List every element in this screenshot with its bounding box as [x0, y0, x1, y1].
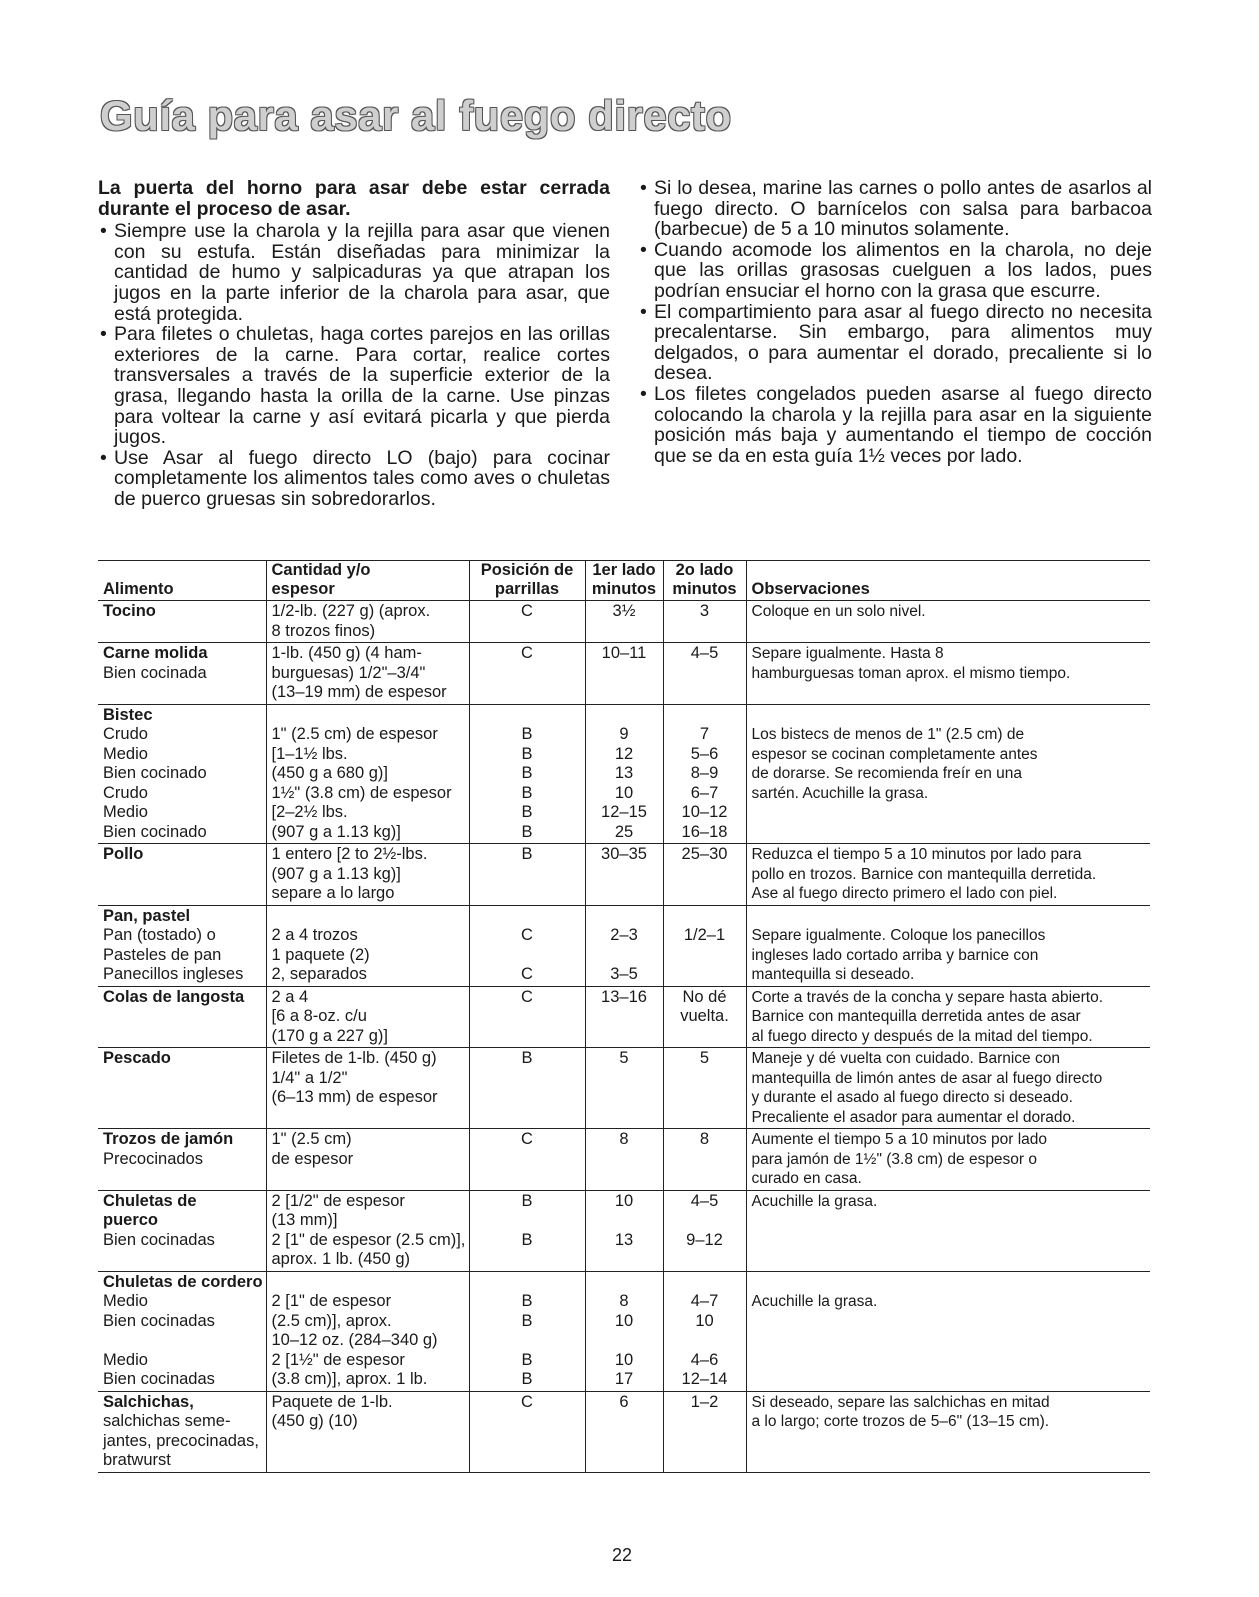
- cell-line: 25: [614, 822, 634, 841]
- cell-line: 1/4" a 1/2": [271, 1068, 348, 1087]
- cell-line: [591, 1331, 658, 1351]
- cell-rack-position: [469, 1391, 585, 1472]
- cell-line: Aumente el tiempo 5 a 10 minutos por lado: [751, 1131, 1048, 1148]
- cell-line: Acuchille la grasa.: [751, 1293, 878, 1310]
- cell-line: [669, 965, 741, 985]
- cell-line: [475, 907, 580, 927]
- cell-side1-minutes: [585, 704, 663, 844]
- cell-line: Separe igualmente. Hasta 8: [751, 645, 944, 662]
- cell-side2-minutes: [663, 1048, 746, 1129]
- cell-line: Precocinados: [103, 1149, 203, 1168]
- cell-line: B: [521, 1350, 533, 1369]
- page-title: Guía para asar al fuego directo: [100, 92, 732, 139]
- cell-line: Corte a través de la concha y separe hasta abierto.: [751, 988, 1104, 1006]
- cell-food: [98, 1048, 266, 1129]
- cell-line: B: [521, 1311, 533, 1330]
- cell-line: [591, 907, 658, 927]
- cell-line: B: [521, 725, 533, 743]
- cell-line: [591, 946, 658, 966]
- cell-rack-position: [469, 1129, 585, 1191]
- cell-line: salchichas seme-: [103, 1412, 231, 1430]
- cell-line: B: [521, 1191, 533, 1210]
- cell-line: 3–5: [610, 965, 638, 983]
- cell-line: [272, 1273, 464, 1293]
- cell-quantity: [266, 1391, 469, 1472]
- cell-line: [475, 1211, 580, 1231]
- cell-line: 25–30: [681, 845, 728, 863]
- cell-line: B: [521, 803, 533, 821]
- cell-line: 8: [619, 1292, 629, 1310]
- intro-warning: La puerta del horno para asar debe estar cerrada durante el proceso de asar.: [98, 177, 610, 220]
- cell-food: [98, 704, 266, 844]
- cell-line: 5: [699, 1049, 710, 1067]
- cell-line: separe a lo largo: [271, 884, 395, 902]
- cell-food: [98, 1129, 266, 1191]
- food-name: Pan, pastel: [103, 906, 191, 925]
- cell-line: 8–9: [690, 764, 719, 782]
- cell-line: [752, 706, 1146, 726]
- cell-side2-minutes: [663, 905, 746, 986]
- cell-line: 10: [614, 783, 634, 802]
- cell-observations: [746, 986, 1150, 1048]
- cell-line: puerco: [103, 1211, 159, 1229]
- cell-food: [98, 601, 266, 643]
- cell-line: [475, 1331, 580, 1351]
- cell-side2-minutes: [663, 986, 746, 1048]
- table-row: [98, 1190, 1150, 1271]
- header-food: Alimento: [98, 560, 266, 601]
- table-row: [98, 1129, 1150, 1191]
- cell-line: 12: [614, 744, 634, 763]
- cell-line: Bien cocinada: [103, 663, 207, 682]
- cell-line: [103, 1331, 261, 1351]
- cell-line: [1–1½ lbs.: [271, 744, 348, 763]
- cell-quantity: [266, 1271, 469, 1391]
- cell-rack-position: [469, 643, 585, 705]
- cell-line: ingleses lado cortado arriba y barnice con: [751, 946, 1039, 964]
- cell-quantity: [266, 844, 469, 906]
- table-row: [98, 1391, 1150, 1472]
- cell-line: 2 [1" de espesor: [271, 1292, 392, 1310]
- cell-line: mantequilla si deseado.: [751, 966, 915, 983]
- cell-line: 1/2-lb. (227 g) (aprox.: [271, 602, 431, 620]
- cell-quantity: [266, 643, 469, 705]
- cell-line: [475, 946, 580, 966]
- header-rack-position: Posición de parrillas: [469, 560, 585, 601]
- cell-line: 4–7: [690, 1292, 719, 1310]
- cell-observations: [746, 1190, 1150, 1271]
- cell-line: aprox. 1 lb. (450 g): [271, 1250, 410, 1268]
- broil-guide-table-wrap: [98, 560, 1150, 1473]
- cell-rack-position: [469, 1271, 585, 1391]
- cell-line: 30–35: [601, 845, 647, 863]
- cell-side1-minutes: [585, 601, 663, 643]
- cell-line: C: [521, 987, 533, 1006]
- cell-line: 6–7: [690, 783, 719, 802]
- left-column: [98, 178, 610, 510]
- cell-side2-minutes: [663, 1391, 746, 1472]
- cell-line: [669, 1331, 741, 1351]
- cell-line: Los bistecs de menos de 1" (2.5 cm) de: [751, 726, 1025, 743]
- cell-line: 1 paquete (2): [271, 945, 370, 964]
- left-bullet-list: [98, 221, 610, 509]
- cell-line: 16–18: [681, 822, 728, 841]
- cell-line: B: [521, 822, 533, 841]
- cell-line: 4–6: [690, 1350, 719, 1369]
- cell-line: [669, 1211, 741, 1231]
- cell-line: 2–3: [610, 926, 638, 944]
- cell-line: 2, separados: [271, 965, 367, 983]
- cell-line: Medio: [103, 1350, 148, 1369]
- cell-side1-minutes: [585, 1048, 663, 1129]
- table-row: [98, 905, 1150, 986]
- header-quantity: Cantidad y/o espesor: [266, 560, 469, 601]
- cell-line: 2 a 4: [271, 987, 309, 1006]
- cell-line: 10: [695, 1311, 714, 1330]
- cell-line: 17: [614, 1370, 634, 1388]
- cell-side1-minutes: [585, 1391, 663, 1472]
- cell-observations: [746, 1271, 1150, 1391]
- cell-line: Reduzca el tiempo 5 a 10 minutos por lado para: [751, 846, 1082, 863]
- cell-rack-position: [469, 704, 585, 844]
- table-row: [98, 704, 1150, 844]
- cell-line: (3.8 cm)], aprox. 1 lb.: [271, 1370, 428, 1388]
- table-row: [98, 1048, 1150, 1129]
- cell-line: 10–12 oz. (284–340 g): [271, 1331, 438, 1349]
- cell-side2-minutes: [663, 1129, 746, 1191]
- table-row: [98, 844, 1150, 906]
- cell-line: 10: [614, 1191, 634, 1210]
- cell-line: B: [521, 783, 533, 802]
- cell-observations: [746, 905, 1150, 986]
- cell-line: Bien cocinadas: [103, 1370, 215, 1388]
- cell-line: [669, 1273, 741, 1293]
- cell-line: pollo en trozos. Barnice con mantequilla derretida.: [751, 865, 1097, 883]
- cell-line: B: [521, 764, 533, 782]
- cell-observations: [746, 601, 1150, 643]
- food-name: Chuletas de: [103, 1191, 197, 1210]
- cell-line: [591, 1273, 658, 1293]
- cell-rack-position: [469, 1190, 585, 1271]
- cell-observations: [746, 1048, 1150, 1129]
- cell-observations: [746, 643, 1150, 705]
- header-observations: Observaciones: [746, 560, 1150, 601]
- cell-line: [272, 706, 464, 726]
- cell-line: Crudo: [103, 725, 148, 743]
- cell-line: (6–13 mm) de espesor: [271, 1088, 438, 1106]
- cell-line: Bien cocinado: [103, 764, 207, 782]
- food-name: Carne molida: [103, 644, 208, 662]
- cell-side1-minutes: [585, 1129, 663, 1191]
- cell-line: B: [521, 1370, 533, 1388]
- cell-line: [2–2½ lbs.: [271, 803, 348, 821]
- cell-line: Coloque en un solo nivel.: [751, 603, 926, 620]
- cell-line: C: [521, 602, 533, 620]
- cell-line: [752, 907, 1146, 927]
- cell-line: Medio: [103, 803, 148, 821]
- cell-line: Medio: [103, 744, 148, 763]
- header-side2-minutes: 2o lado minutos: [663, 560, 746, 601]
- cell-line: 1/2–1: [683, 926, 726, 944]
- table-row: [98, 1271, 1150, 1391]
- cell-line: Pan (tostado) o: [103, 926, 216, 944]
- cell-rack-position: [469, 986, 585, 1048]
- right-column: [638, 178, 1152, 466]
- right-bullet-list: [638, 178, 1152, 466]
- bullet-item: • Los filetes congelados pueden asarse al fuego directo colocando la charola y la rejilla para asar en la siguiente posición más baja y aumentando el tiempo de cocción que se da en esta guía 1½ veces por lado.: [638, 384, 1152, 466]
- cell-food: [98, 844, 266, 906]
- cell-line: [669, 907, 741, 927]
- cell-line: Bien cocinadas: [103, 1230, 215, 1249]
- cell-line: 9: [619, 725, 629, 743]
- cell-line: B: [521, 1292, 533, 1310]
- cell-line: C: [521, 1130, 533, 1148]
- cell-line: (450 g) (10): [271, 1412, 358, 1430]
- bullet-item: • Cuando acomode los alimentos en la charola, no deje que las orillas grasosas cuelguen a los lados, pues podrían ensuciar el horno con la grasa que escurre.: [638, 240, 1152, 302]
- cell-observations: [746, 844, 1150, 906]
- cell-rack-position: [469, 905, 585, 986]
- cell-rack-position: [469, 601, 585, 643]
- cell-line: 6: [619, 1392, 629, 1411]
- cell-line: 8 trozos finos): [271, 621, 376, 640]
- bullet-item: • Si lo desea, marine las carnes o pollo antes de asarlos al fuego directo. O barnícelos con salsa para barbacoa (barbecue) de 5 a 10 minutos solamente.: [638, 178, 1152, 240]
- cell-line: Paquete de 1-lb.: [271, 1392, 393, 1411]
- page-number: 22: [612, 1545, 633, 1565]
- cell-line: 10: [614, 1311, 634, 1330]
- food-name: Salchichas,: [103, 1392, 194, 1411]
- table-body: [98, 601, 1150, 1473]
- header-side1-minutes: 1er lado minutos: [585, 560, 663, 601]
- cell-side1-minutes: [585, 986, 663, 1048]
- cell-line: [591, 706, 658, 726]
- table-row: [98, 986, 1150, 1048]
- cell-line: C: [521, 1392, 533, 1411]
- cell-quantity: [266, 1048, 469, 1129]
- cell-line: burguesas) 1/2"–3/4": [271, 663, 426, 682]
- cell-line: (170 g a 227 g)]: [271, 1026, 388, 1045]
- cell-line: 2 [1½" de espesor: [271, 1350, 405, 1369]
- cell-quantity: [266, 1190, 469, 1271]
- cell-line: y durante el asado al fuego directo si deseado.: [751, 1089, 1073, 1106]
- cell-line: Barnice con mantequilla derretida antes de asar: [751, 1008, 1081, 1025]
- cell-line: 4–5: [690, 1191, 719, 1210]
- cell-side1-minutes: [585, 1190, 663, 1271]
- cell-observations: [746, 704, 1150, 844]
- food-name: Tocino: [103, 602, 156, 620]
- bullet-item: • El compartimiento para asar al fuego directo no necesita precalentarse. Sin embargo, para alimentos muy delgados, o para aumentar el dorado, precaliente si lo desea.: [638, 302, 1152, 384]
- cell-quantity: [266, 1129, 469, 1191]
- cell-line: sartén. Acuchille la grasa.: [751, 784, 929, 802]
- cell-line: C: [521, 926, 533, 944]
- cell-line: Precaliente el asador para aumentar el dorado.: [751, 1108, 1076, 1126]
- food-name: Chuletas de cordero: [103, 1272, 263, 1291]
- cell-side1-minutes: [585, 905, 663, 986]
- cell-line: de espesor: [271, 1149, 354, 1168]
- cell-observations: [746, 1391, 1150, 1472]
- cell-line: 2 [1/2" de espesor: [271, 1191, 405, 1210]
- cell-food: [98, 643, 266, 705]
- cell-line: [475, 706, 580, 726]
- cell-line: (907 g a 1.13 kg)]: [271, 822, 401, 841]
- cell-line: hamburguesas toman aprox. el mismo tiempo.: [751, 664, 1071, 682]
- cell-line: para jamón de 1½" (3.8 cm) de espesor o: [751, 1150, 1038, 1168]
- cell-line: 10: [614, 1350, 634, 1369]
- table-row: [98, 601, 1150, 643]
- cell-line: mantequilla de limón antes de asar al fuego directo: [751, 1069, 1103, 1087]
- table-header-row: [98, 560, 1150, 601]
- cell-quantity: [266, 704, 469, 844]
- cell-food: [98, 905, 266, 986]
- cell-line: 10–11: [601, 644, 647, 662]
- food-name: Pollo: [103, 845, 144, 863]
- table-row: [98, 643, 1150, 705]
- cell-observations: [746, 1129, 1150, 1191]
- cell-line: al fuego directo y después de la mitad del tiempo.: [751, 1027, 1093, 1045]
- cell-quantity: [266, 986, 469, 1048]
- cell-line: 3: [699, 602, 710, 620]
- cell-line: Panecillos ingleses: [103, 965, 244, 983]
- cell-line: C: [521, 644, 533, 662]
- cell-line: B: [521, 845, 533, 863]
- cell-line: Medio: [103, 1292, 148, 1310]
- cell-line: 9–12: [686, 1230, 723, 1249]
- cell-line: bratwurst: [103, 1451, 171, 1469]
- cell-line: [752, 1273, 1146, 1293]
- cell-line: B: [521, 744, 533, 763]
- broil-guide-table: [98, 560, 1150, 1473]
- cell-line: Separe igualmente. Coloque los panecillos: [751, 927, 1046, 944]
- cell-line: 8: [699, 1130, 710, 1148]
- cell-side1-minutes: [585, 1271, 663, 1391]
- cell-line: 12–14: [681, 1370, 728, 1388]
- cell-side2-minutes: [663, 844, 746, 906]
- cell-line: Bien cocinadas: [103, 1311, 215, 1330]
- cell-line: No dé: [682, 987, 727, 1006]
- cell-food: [98, 1271, 266, 1391]
- cell-line: 7: [699, 725, 710, 743]
- food-name: Colas de langosta: [103, 987, 245, 1006]
- cell-line: jantes, precocinadas,: [103, 1431, 259, 1450]
- cell-line: 1 entero [2 to 2½-lbs.: [271, 845, 428, 863]
- cell-line: (13 mm)]: [271, 1211, 338, 1229]
- cell-line: 1-lb. (450 g) (4 ham-: [271, 644, 422, 662]
- food-name: Bistec: [103, 705, 153, 724]
- cell-line: Maneje y dé vuelta con cuidado. Barnice con: [751, 1050, 1060, 1067]
- cell-side2-minutes: [663, 601, 746, 643]
- cell-line: 5–6: [690, 744, 719, 763]
- cell-line: Si deseado, separe las salchichas en mitad: [751, 1393, 1050, 1411]
- cell-line: (13–19 mm) de espesor: [271, 683, 447, 701]
- cell-line: 1" (2.5 cm) de espesor: [271, 725, 438, 743]
- cell-food: [98, 1391, 266, 1472]
- cell-line: [475, 1273, 580, 1293]
- cell-line: 1" (2.5 cm): [271, 1130, 352, 1148]
- cell-side1-minutes: [585, 844, 663, 906]
- cell-line: Crudo: [103, 783, 148, 802]
- cell-line: 4–5: [690, 644, 719, 662]
- cell-line: [669, 946, 741, 966]
- cell-rack-position: [469, 844, 585, 906]
- cell-line: Ase al fuego directo primero el lado con piel.: [751, 885, 1058, 902]
- cell-line: [6 a 8-oz. c/u: [271, 1007, 367, 1025]
- cell-rack-position: [469, 1048, 585, 1129]
- cell-line: C: [521, 965, 533, 983]
- cell-line: espesor se cocinan completamente antes: [751, 745, 1038, 763]
- bullet-item: • Use Asar al fuego directo LO (bajo) para cocinar completamente los alimentos tales como aves o chuletas de puerco gruesas sin sobredorarlos.: [98, 448, 610, 510]
- cell-quantity: [266, 905, 469, 986]
- cell-food: [98, 1190, 266, 1271]
- cell-line: (2.5 cm)], aprox.: [271, 1311, 392, 1330]
- cell-line: curado en casa.: [751, 1170, 862, 1187]
- cell-side1-minutes: [585, 643, 663, 705]
- cell-quantity: [266, 601, 469, 643]
- cell-side2-minutes: [663, 1190, 746, 1271]
- cell-line: (907 g a 1.13 kg)]: [271, 864, 401, 883]
- cell-line: B: [521, 1230, 533, 1249]
- cell-line: Bien cocinado: [103, 822, 207, 841]
- cell-line: B: [521, 1049, 533, 1067]
- cell-line: 13: [614, 1230, 634, 1249]
- cell-line: 1½" (3.8 cm) de espesor: [271, 783, 452, 802]
- cell-line: [591, 1211, 658, 1231]
- cell-line: a lo largo; corte trozos de 5–6" (13–15 cm).: [751, 1413, 1050, 1430]
- cell-line: 2 a 4 trozos: [271, 926, 358, 944]
- cell-line: 5: [619, 1049, 629, 1067]
- cell-line: de dorarse. Se recomienda freír en una: [751, 765, 1023, 782]
- cell-line: 1–2: [690, 1392, 719, 1411]
- cell-side2-minutes: [663, 704, 746, 844]
- cell-line: [669, 706, 741, 726]
- bullet-item: • Siempre use la charola y la rejilla para asar que vienen con su estufa. Están diseñadas para minimizar la cantidad de humo y salpicaduras ya que atrapan los jugos en la parte inferior de la charola para asar, que está protegida.: [98, 221, 610, 324]
- cell-side2-minutes: [663, 1271, 746, 1391]
- cell-side2-minutes: [663, 643, 746, 705]
- cell-food: [98, 986, 266, 1048]
- cell-line: 2 [1" de espesor (2.5 cm)],: [271, 1230, 466, 1249]
- cell-line: Filetes de 1-lb. (450 g): [271, 1049, 437, 1067]
- bullet-item: • Para filetes o chuletas, haga cortes parejos en las orillas exteriores de la carne. Para cortar, realice cortes transversales a través de la superficie exterior de la grasa, llegando hasta la orilla de la carne. Use pinzas para voltear la carne y así evitará picarla y que pierda jugos.: [98, 324, 610, 448]
- cell-line: Pasteles de pan: [103, 945, 222, 964]
- cell-line: 3½: [612, 602, 636, 620]
- food-name: Trozos de jamón: [103, 1130, 234, 1148]
- food-name: Pescado: [103, 1049, 171, 1067]
- cell-line: Acuchille la grasa.: [751, 1192, 878, 1210]
- cell-line: 8: [619, 1130, 629, 1148]
- cell-line: [272, 907, 464, 927]
- cell-line: vuelta.: [680, 1007, 729, 1025]
- cell-line: 13–16: [601, 987, 647, 1006]
- cell-line: 13: [614, 764, 634, 782]
- cell-line: 12–15: [601, 803, 647, 821]
- cell-line: 10–12: [681, 803, 728, 821]
- cell-line: (450 g a 680 g)]: [271, 764, 388, 782]
